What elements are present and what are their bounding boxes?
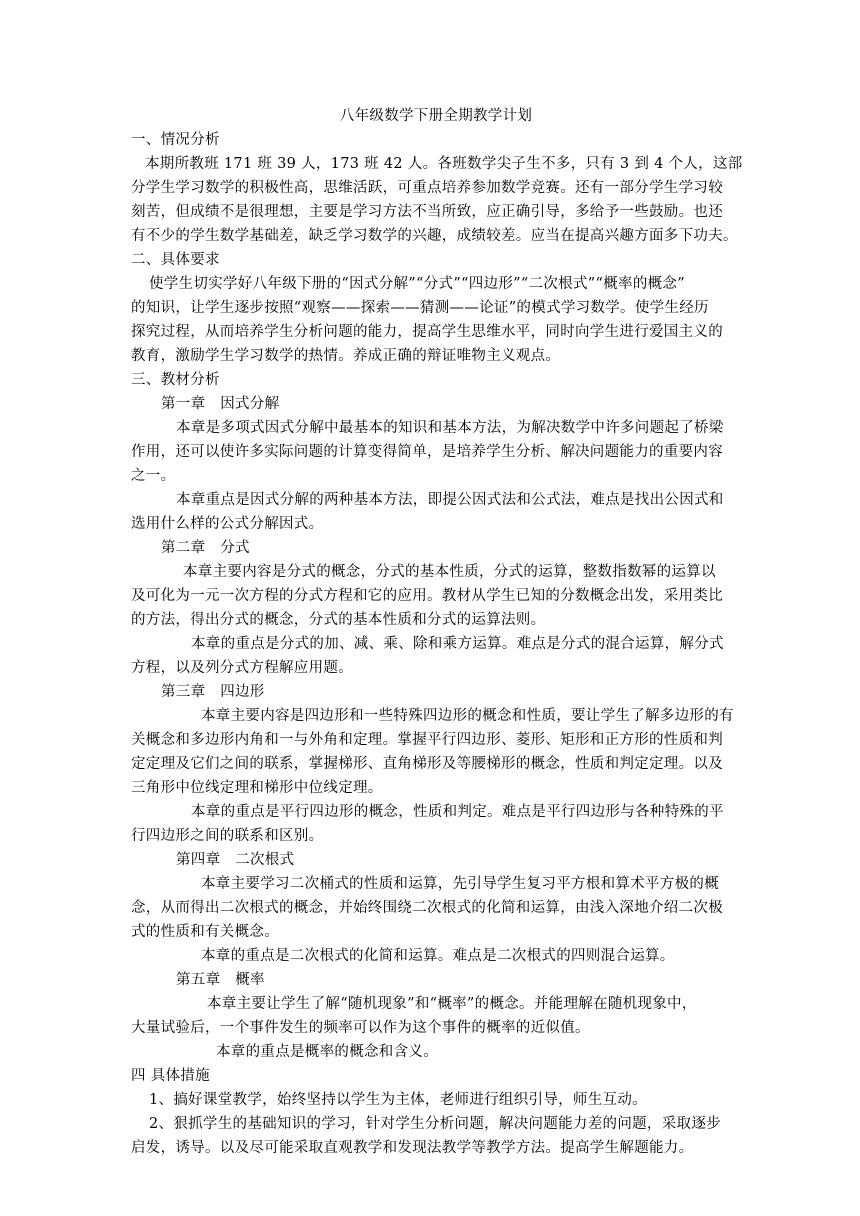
- paragraph-line: 本章重点是因式分解的两种基本方法，即提公因式法和公式法，难点是找出公因式和: [176, 492, 724, 508]
- paragraph-line: 选用什么样的公式分解因式。: [131, 516, 324, 532]
- paragraph-line: 本章的重点是平行四边形的概念，性质和判定。难点是平行四边形与各种特殊的平: [191, 804, 724, 820]
- paragraph-line: 本章主要内容是分式的概念，分式的基本性质，分式的运算，整数指数幂的运算以: [183, 564, 716, 580]
- paragraph-line: 刻苦，但成绩不是很理想，主要是学习方法不当所致，应正确引导，多给予一些鼓励。也还: [131, 204, 723, 220]
- paragraph-line: 探究过程，从而培养学生分析问题的能力，提高学生思维水平，同时向学生进行爱国主义的: [131, 324, 723, 340]
- paragraph-line: 启发，诱导。以及尽可能采取直观教学和发现法教学等教学方法。提高学生解题能力。: [131, 1140, 694, 1156]
- paragraph-line: 的方法，得出分式的概念，分式的基本性质和分式的运算法则。: [131, 612, 546, 628]
- paragraph-line: 念，从而得出二次根式的概念，并始终围绕二次根式的化简和运算，由浅入深地介绍二次极: [131, 900, 723, 916]
- measure-item: 2、狠抓学生的基础知识的学习，针对学生分析问题，解决问题能力差的问题，采取逐步: [149, 1116, 721, 1132]
- paragraph-line: 本章主要学习二次桶式的性质和运算，先引导学生复习平方根和算术平方极的概: [201, 876, 719, 892]
- paragraph-line: 有不少的学生数学基础差，缺乏学习数学的兴趣，成绩较差。应当在提高兴趣方面多下功夫。: [131, 228, 738, 244]
- paragraph-line: 行四边形之间的联系和区别。: [131, 828, 324, 844]
- chapter-title: 第三章 四边形: [161, 684, 265, 700]
- document-body: [131, 104, 743, 1160]
- paragraph-line: 关概念和多边形内角和一与外角和定理。掌握平行四边形、菱形、矩形和正方形的性质和判: [131, 732, 723, 748]
- paragraph-line: 本章的重点是概率的概念和含义。: [216, 1044, 438, 1060]
- paragraph-line: 本章是多项式因式分解中最基本的知识和基本方法，为解决数学中许多问题起了桥梁: [176, 420, 724, 436]
- paragraph-line: 使学生切实学好八年级下册的“因式分解”“分式”“四边形”“二次根式”“概率的概念”: [149, 276, 685, 292]
- section-heading: 四 具体措施: [131, 1068, 210, 1084]
- chapter-title: 第一章 因式分解: [161, 396, 280, 412]
- paragraph-line: 式的性质和有关概念。: [131, 924, 279, 940]
- paragraph-line: 大量试验后，一个事件发生的频率可以作为这个事件的概率的近似值。: [131, 1020, 590, 1036]
- paragraph-line: 三角形中位线定理和梯形中位线定理。: [131, 780, 383, 796]
- paragraph-line: 本章主要让学生了解“随机现象”和“概率”的概念。并能理解在随机现象中，: [207, 996, 697, 1012]
- paragraph-line: 分学生学习数学的积极性高，思维活跃，可重点培养参加数学竞赛。还有一部分学生学习较: [131, 180, 723, 196]
- chapter-title: 第五章 概率: [176, 972, 265, 988]
- paragraph-line: 作用，还可以使许多实际问题的计算变得简单，是培养学生分析、解决问题能力的重要内容: [131, 444, 723, 460]
- paragraph-line: 本章主要内容是四边形和一些特殊四边形的概念和性质，要让学生了解多边形的有: [201, 708, 734, 724]
- paragraph-line: 定定理及它们之间的联系，掌握梯形、直角梯形及等腰梯形的概念，性质和判定定理。以及: [131, 756, 723, 772]
- paragraph-line: 本章的重点是分式的加、减、乘、除和乘方运算。难点是分式的混合运算，解分式: [191, 636, 724, 652]
- paragraph-line: 之一。: [131, 468, 176, 484]
- paragraph-line: 本期所教班 171 班 39 人，173 班 42 人。各班数学尖子生不多，只有 3 到 4 个人，这部: [145, 156, 743, 172]
- document-title: 八年级数学下册全期教学计划: [339, 108, 533, 124]
- section-heading: 一、情况分析: [131, 132, 220, 148]
- section-heading: 三、教材分析: [131, 372, 220, 388]
- chapter-title: 第四章 二次根式: [176, 852, 295, 868]
- paragraph-line: 本章的重点是二次根式的化简和运算。难点是二次根式的四则混合运算。: [201, 948, 675, 964]
- paragraph-line: 教育，激励学生学习数学的热情。养成正确的辩证唯物主义观点。: [131, 348, 561, 364]
- paragraph-line: 的知识，让学生逐步按照“观察——探索——猜测——论证”的模式学习数学。使学生经历: [131, 300, 709, 316]
- section-heading: 二、具体要求: [131, 252, 220, 268]
- measure-item: 1、搞好课堂教学，始终坚持以学生为主体，老师进行组织引导，师生互动。: [149, 1092, 647, 1108]
- paragraph-line: 及可化为一元一次方程的分式方程和它的应用。教材从学生已知的分数概念出发，采用类比: [131, 588, 723, 604]
- paragraph-line: 方程，以及列分式方程解应用题。: [131, 660, 353, 676]
- chapter-title: 第二章 分式: [161, 540, 250, 556]
